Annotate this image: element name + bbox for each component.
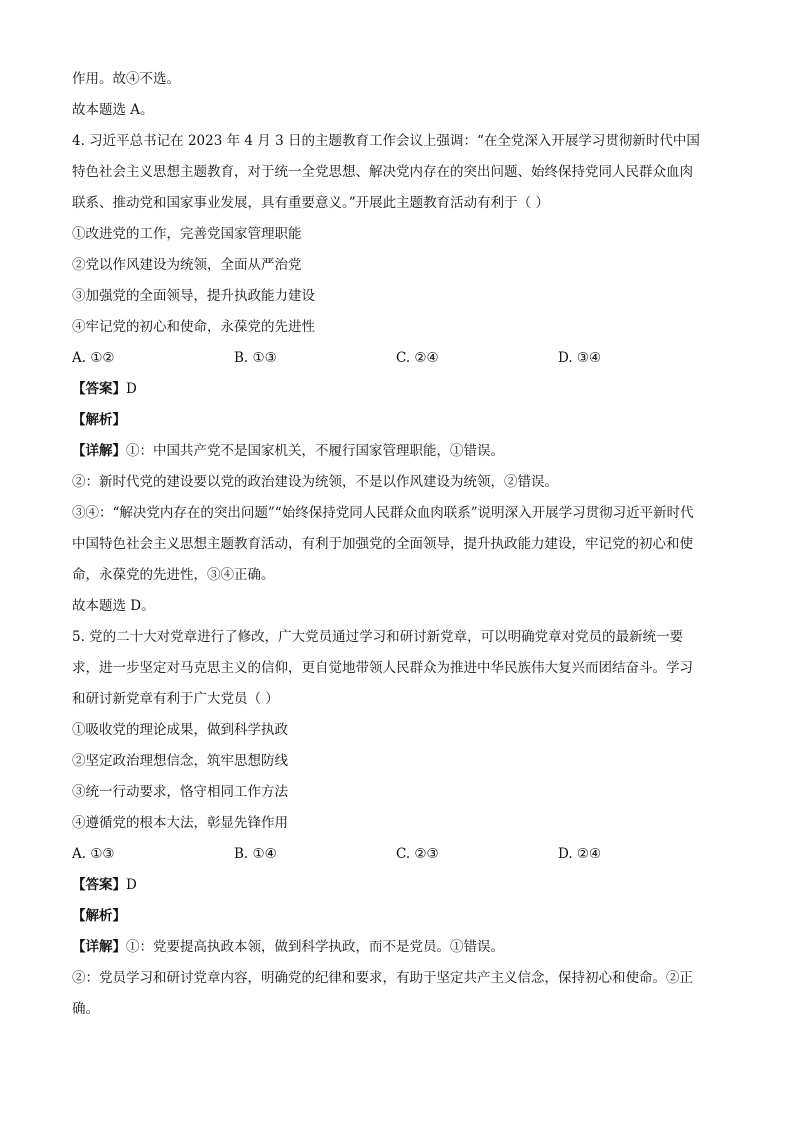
detail-line: ③④：“解决党内存在的突出问题”“始终保持党同人民群众血肉联系”说明深入开展学习贯彻习近平新时代 — [72, 505, 694, 521]
question-4 — [72, 126, 722, 622]
question-stem: 4. 习近平总书记在 2023 年 4 月 3 日的主题教育工作会议上强调：“在全党深入开展学习贯彻新时代中国 — [72, 133, 700, 149]
question-stem: 联系、推动党和国家事业发展，具有重要意义。”开展此主题教育活动有利于（ ） — [72, 195, 549, 211]
question-stem: 特色社会主义思想主题教育，对于统一全党思想、解决党内存在的突出问题、始终保持党同人民群众血肉 — [72, 164, 693, 180]
question-stem: 求，进一步坚定对马克思主义的信仰，更自觉地带领人民群众为推进中华民族伟大复兴而团结奋斗。学习 — [72, 660, 693, 676]
detail-line — [72, 436, 722, 467]
statement-item: ③统一行动要求，恪守相同工作方法 — [72, 784, 288, 800]
answer-tag: 【答案】 — [72, 877, 126, 893]
detail-text: ①：中国共产党不是国家机关，不履行国家管理职能，①错误。 — [126, 443, 504, 459]
statement-item: ①改进党的工作，完善党国家管理职能 — [72, 226, 302, 242]
answer-options — [72, 343, 722, 374]
statement-item: ②坚定政治理想信念，筑牢思想防线 — [72, 753, 288, 769]
answer-value: D — [126, 877, 137, 893]
statement-item: ④遵循党的根本大法，彰显先锋作用 — [72, 815, 288, 831]
statement-item: ④牢记党的初心和使命，永葆党的先进性 — [72, 319, 315, 335]
detail-line: 确。 — [72, 1001, 99, 1017]
option-c: C. ②③ — [396, 846, 439, 862]
detail-line: ②：新时代党的建设要以党的政治建设为统领，不是以作风建设为统领，②错误。 — [72, 474, 558, 490]
detail-line: 命，永葆党的先进性，③④正确。 — [72, 567, 275, 583]
statement-item: ①吸收党的理论成果，做到科学执政 — [72, 722, 288, 738]
detail-tag: 【详解】 — [72, 939, 126, 955]
option-d: D. ③④ — [558, 350, 602, 366]
option-a: A. ①② — [72, 350, 115, 366]
text-line: 作用。故④不选。 — [72, 71, 180, 87]
answer-tag: 【答案】 — [72, 381, 126, 397]
question-stem: 和研讨新党章有利于广大党员（ ） — [72, 691, 279, 707]
option-d: D. ②④ — [558, 846, 602, 862]
analysis-line — [72, 405, 722, 436]
option-c: C. ②④ — [396, 350, 439, 366]
answer-value: D — [126, 381, 137, 397]
detail-text: ①：党要提高执政本领，做到科学执政，而不是党员。①错误。 — [126, 939, 504, 955]
option-a: A. ①③ — [72, 846, 115, 862]
answer-options — [72, 839, 722, 870]
detail-tag: 【详解】 — [72, 443, 126, 459]
detail-line: ②：党员学习和研讨党章内容，明确党的纪律和要求，有助于坚定共产主义信念，保持初心和使命。②正 — [72, 970, 693, 986]
question-5 — [72, 622, 722, 1025]
option-b: B. ①④ — [234, 846, 277, 862]
analysis-tag: 【解析】 — [72, 412, 126, 428]
statement-item: ③加强党的全面领导，提升执政能力建设 — [72, 288, 315, 304]
conclusion-line: 故本题选 D。 — [72, 598, 155, 614]
detail-line: 中国特色社会主义思想主题教育活动，有利于加强党的全面领导，提升执政能力建设，牢记党的初心和使 — [72, 536, 693, 552]
detail-line — [72, 932, 722, 963]
analysis-tag: 【解析】 — [72, 908, 126, 924]
option-b: B. ①③ — [234, 350, 277, 366]
statement-item: ②党以作风建设为统领，全面从严治党 — [72, 257, 302, 273]
answer-line — [72, 374, 722, 405]
answer-line — [72, 870, 722, 901]
text-line: 故本题选 A。 — [72, 102, 154, 118]
question-stem: 5. 党的二十大对党章进行了修改，广大党员通过学习和研讨新党章，可以明确党章对党员的最新统一要 — [72, 629, 684, 645]
analysis-line — [72, 901, 722, 932]
